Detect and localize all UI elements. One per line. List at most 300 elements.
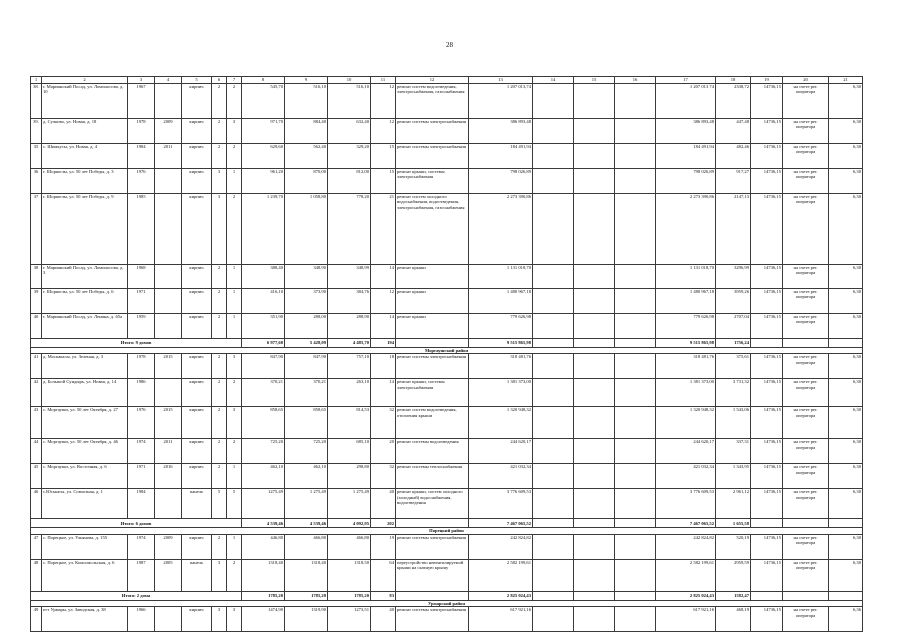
table-cell: 1967 [128, 84, 155, 119]
table-cell: 2 582 199,61 [469, 559, 533, 591]
table-cell: 14736,15 [751, 354, 783, 379]
table-cell: 1 [227, 464, 242, 489]
total-cell: 1785,20 [242, 591, 285, 600]
table-cell: переустройство невентилируемой крыши на скатную крышу [396, 559, 469, 591]
table-cell: 2338,72 [716, 84, 751, 119]
table-cell: 847,90 [285, 354, 328, 379]
total-label: Итого: 6 домов [31, 519, 242, 528]
table-cell: 32 [371, 407, 396, 439]
table-cell: на счете рег. оператора [783, 119, 829, 144]
table-cell [574, 407, 615, 439]
table-cell: с. Моргауши, ул. 50 лет Октября, д. 46 [42, 439, 128, 464]
table-cell: 20 [371, 439, 396, 464]
table-cell: 6,30 [829, 464, 863, 489]
table-cell: 1275,49 [242, 489, 285, 519]
table-cell: 1985 [128, 194, 155, 265]
table-cell: 6,30 [829, 314, 863, 339]
total-cell: 1785,20 [285, 591, 328, 600]
table-cell: 14 [371, 379, 396, 407]
district-name: Моргаушский район [31, 348, 863, 354]
total-cell: 1 655,58 [716, 519, 751, 528]
table-cell: 288,00 [285, 314, 328, 339]
table-cell: ремонт систем водоотведения, отопления крыши [396, 407, 469, 439]
table-cell: 318 481,76 [656, 354, 716, 379]
table-cell [574, 194, 615, 265]
table-cell: 40 [31, 314, 42, 339]
total-cell [751, 339, 783, 348]
table-cell: 1 207 013 74 [656, 84, 716, 119]
table-cell: 14736,15 [751, 314, 783, 339]
column-number-cell: 15 [574, 77, 615, 84]
table-cell: кирпич [182, 354, 212, 379]
table-cell: 2 [227, 194, 242, 265]
table-row [31, 265, 863, 289]
table-cell: 1971 [128, 289, 155, 314]
table-cell: 1 058,80 [285, 194, 328, 265]
table-cell: 2 [227, 439, 242, 464]
table-cell: 1 480 967,18 [656, 289, 716, 314]
table-cell [615, 265, 656, 289]
total-cell: 202 [371, 519, 396, 528]
table-cell: 2015 [155, 354, 182, 379]
table-cell: 384,76 [328, 289, 371, 314]
table-cell [533, 169, 574, 194]
column-number-cell: 9 [285, 77, 328, 84]
table-cell [574, 464, 615, 489]
header-row [31, 77, 863, 84]
table-cell: кирпич [182, 194, 212, 265]
total-cell: 83 [371, 591, 396, 600]
table-cell: 2 [227, 84, 242, 119]
column-number-cell: 3 [128, 77, 155, 84]
table-cell: 466,80 [285, 534, 328, 559]
table-cell: 1318,50 [328, 559, 371, 591]
table-cell: 242 824,82 [656, 534, 716, 559]
table-row [31, 119, 863, 144]
table-cell: 5 [212, 489, 227, 519]
total-cell [533, 591, 574, 600]
table-cell: 1 275,49 [328, 489, 371, 519]
column-number-cell: 8 [242, 77, 285, 84]
table-cell: 1 320 948,32 [469, 407, 533, 439]
table-cell: кирпич [182, 314, 212, 339]
table-cell: на счете рег. оператора [783, 314, 829, 339]
table-cell: 2009 [155, 534, 182, 559]
table-cell: 3296,99 [716, 265, 751, 289]
table-cell: 288,90 [328, 314, 371, 339]
table-cell: 6,30 [829, 407, 863, 439]
total-cell [615, 591, 656, 600]
table-cell: 1273,51 [328, 607, 371, 632]
table-cell: 2 [212, 119, 227, 144]
table-cell: ремонт крыши [396, 289, 469, 314]
table-row [31, 464, 863, 489]
total-cell: 7 467 065,52 [656, 519, 716, 528]
table-cell [574, 379, 615, 407]
table-cell: 12 [371, 84, 396, 119]
table-cell: 2 [227, 144, 242, 169]
table-cell: 2015 [155, 407, 182, 439]
table-row [31, 534, 863, 559]
table-cell: панель [182, 489, 212, 519]
table-cell: на счете рег. оператора [783, 559, 829, 591]
table-cell: 446,80 [242, 534, 285, 559]
table-cell: 725,20 [242, 439, 285, 464]
table-cell: 244 620,17 [469, 439, 533, 464]
table-cell: 45 [31, 464, 42, 489]
table-cell [155, 84, 182, 119]
table-cell: 1971 [128, 464, 155, 489]
table-cell [533, 464, 574, 489]
table-cell: кирпич [182, 265, 212, 289]
table-cell: с. Порецкое, ул. Ульянова, д. 155 [42, 534, 128, 559]
district-name: Урмарский район [31, 600, 863, 606]
table-cell: 812,00 [328, 169, 371, 194]
table-cell: 14736,15 [751, 534, 783, 559]
table-cell: 1 381 373,00 [469, 379, 533, 407]
table-cell [533, 84, 574, 119]
total-cell: 5 428,09 [285, 339, 328, 348]
table-cell: 1 [227, 314, 242, 339]
table-cell [574, 289, 615, 314]
table-cell: 416,10 [242, 289, 285, 314]
table-cell: 14736,15 [751, 559, 783, 591]
table-cell [574, 265, 615, 289]
total-cell: 2 825 024,43 [656, 591, 716, 600]
table-cell [155, 314, 182, 339]
table-row [31, 144, 863, 169]
table-cell: 1 381 373,00 [656, 379, 716, 407]
table-row [31, 607, 863, 632]
table-cell: кирпич [182, 407, 212, 439]
table-cell: 1 543,06 [716, 407, 751, 439]
table-row [31, 194, 863, 265]
table-cell: 3 [212, 607, 227, 632]
table-cell: 482,46 [716, 144, 751, 169]
table-cell: с. Моргауши, ул. Восточная, д. 6 [42, 464, 128, 489]
total-cell [574, 519, 615, 528]
table-cell: 32 [371, 464, 396, 489]
table-cell: 35 [31, 144, 42, 169]
table-cell: 18 [371, 354, 396, 379]
table-cell: кирпич [182, 379, 212, 407]
table-cell: 2707,04 [716, 314, 751, 339]
table-cell: д. Москакасы, ул. Зеленая, д. 3 [42, 354, 128, 379]
table-cell: на счете рег. оператора [783, 289, 829, 314]
table-cell: 329,20 [328, 144, 371, 169]
column-number-cell: 4 [155, 77, 182, 84]
table-cell [533, 144, 574, 169]
table-cell: г. Шоршелы, ул. 50 лет Победы, д. 6 [42, 289, 128, 314]
table-cell: 516,10 [285, 84, 328, 119]
column-number-cell: 16 [615, 77, 656, 84]
table-cell: 2 273 390,86 [469, 194, 533, 265]
total-cell [533, 519, 574, 528]
table-cell: 12 [371, 119, 396, 144]
table-cell: 1976 [128, 169, 155, 194]
table-cell: 1 131 018,70 [656, 265, 716, 289]
table-cell [615, 194, 656, 265]
table-cell: 3 776 609,53 [469, 489, 533, 519]
table-cell: ремонт систем водоотведения, электроснабжения, газоснабжения [396, 84, 469, 119]
table-cell: на счете рег. оператора [783, 439, 829, 464]
table-cell: кирпич [182, 144, 212, 169]
table-cell: 779 626,98 [469, 314, 533, 339]
table-cell: 1974 [128, 439, 155, 464]
column-number-cell: 11 [371, 77, 396, 84]
table-cell: 520,19 [716, 534, 751, 559]
table-cell: 2147,13 [716, 194, 751, 265]
table-cell: 1974 [128, 534, 155, 559]
total-cell: 4 092,95 [328, 519, 371, 528]
table-cell: 632,40 [328, 119, 371, 144]
table-cell: 2009 [155, 119, 182, 144]
table-cell: 386 893,48 [656, 119, 716, 144]
table-cell: на счете рег. оператора [783, 489, 829, 519]
table-cell [574, 314, 615, 339]
table-cell [155, 607, 182, 632]
table-cell: ремонт крыши, систем холодного (холодный) водоснабжения, водоотведения [396, 489, 469, 519]
table-cell: 19 [371, 534, 396, 559]
table-cell: кирпич [182, 289, 212, 314]
district-name: Порецкий район [31, 528, 863, 534]
table-cell [615, 169, 656, 194]
table-cell [533, 265, 574, 289]
table-cell: 370,21 [242, 379, 285, 407]
table-cell: 725,20 [285, 439, 328, 464]
table-cell: 48 [31, 559, 42, 591]
table-cell: 1976 [128, 407, 155, 439]
total-cell [783, 591, 829, 600]
table-cell: 1984 [128, 489, 155, 519]
table-cell: на счете рег. оператора [783, 265, 829, 289]
table-cell: ремонт систем холодного водоснабжения, водоотведения, электроснабжения, газоснабжения [396, 194, 469, 265]
total-cell [396, 519, 469, 528]
table-cell: 244 620,17 [656, 439, 716, 464]
table-cell: 14736,15 [751, 169, 783, 194]
table-cell: 447,48 [716, 119, 751, 144]
table-row [31, 379, 863, 407]
table-cell: ремонт системы электроснабжения [396, 354, 469, 379]
table-cell: с.Юськасы, ул. Совхозная, д. 1 [42, 489, 128, 519]
table-cell: 348,99 [328, 265, 371, 289]
table-cell: 14736,15 [751, 119, 783, 144]
table-cell: 41 [31, 354, 42, 379]
table-cell: 421 032,34 [469, 464, 533, 489]
table-cell: кирпич [182, 464, 212, 489]
table-cell: 1959 [128, 314, 155, 339]
table-cell: 5 [227, 489, 242, 519]
table-cell: 1968 [128, 265, 155, 289]
table-cell: 2 [212, 314, 227, 339]
table-cell: ремонт крыши [396, 265, 469, 289]
table-cell: 263,10 [328, 379, 371, 407]
table-cell [615, 84, 656, 119]
table-cell: 629,60 [242, 144, 285, 169]
table-cell: 40 [371, 489, 396, 519]
table-cell: 6,30 [829, 265, 863, 289]
total-cell: 4 539,46 [242, 519, 285, 528]
table-cell: 1 275,49 [285, 489, 328, 519]
table-row [31, 84, 863, 119]
column-number-cell: 17 [656, 77, 716, 84]
table-cell [615, 314, 656, 339]
table-cell: 6,36 [829, 607, 863, 632]
total-cell [783, 519, 829, 528]
table-cell: 779 626,98 [656, 314, 716, 339]
table-cell: 38 [31, 265, 42, 289]
table-cell: 2 582 199,61 [656, 559, 716, 591]
table-cell: 1 343,95 [716, 464, 751, 489]
table-cell: 42 [31, 379, 42, 407]
table-cell: кирпич [182, 169, 212, 194]
table-row [31, 289, 863, 314]
table-cell: 2016 [155, 464, 182, 489]
table-cell [533, 439, 574, 464]
table-cell: с. Шимкусы, ул. Новая, д. 4 [42, 144, 128, 169]
column-number-cell: 5 [182, 77, 212, 84]
total-cell: 194 [371, 339, 396, 348]
table-cell: 3959,26 [716, 289, 751, 314]
table-cell: ремонт системы электроснабжения [396, 144, 469, 169]
total-label: Итого: 9 домов [31, 339, 242, 348]
table-cell: 6,30 [829, 119, 863, 144]
table-cell [615, 559, 656, 591]
column-number-cell: 14 [533, 77, 574, 84]
table-cell [574, 169, 615, 194]
table-cell: 2 [212, 84, 227, 119]
table-cell: на счете рег. оператора [783, 379, 829, 407]
table-cell: 468,19 [716, 607, 751, 632]
table-cell: 2 [212, 534, 227, 559]
table-cell [574, 84, 615, 119]
table-cell: 64 [371, 559, 396, 591]
table-cell: 1987 [128, 559, 155, 591]
table-cell: 6,30 [829, 144, 863, 169]
table-cell: ремонт системы электроснабжения [396, 607, 469, 632]
table-cell: ремонт системы электроснабжения [396, 119, 469, 144]
table-cell: 2 [212, 144, 227, 169]
total-cell: 7 467 065,52 [469, 519, 533, 528]
table-cell: на счете рег. оператора [783, 169, 829, 194]
table-cell: 6,30 [829, 379, 863, 407]
table-cell: ремонт системы теплоснабжения [396, 464, 469, 489]
table-cell [155, 489, 182, 519]
table-cell: 971,70 [242, 119, 285, 144]
table-cell [533, 379, 574, 407]
table-cell: 2 [212, 464, 227, 489]
table-cell: 3 776 609,53 [656, 489, 716, 519]
table-cell: 1 320 948,32 [656, 407, 716, 439]
table-cell [533, 289, 574, 314]
table-cell: 617 921,16 [469, 607, 533, 632]
table-cell: 1966 [128, 607, 155, 632]
table-cell: на счете рег. оператора [783, 84, 829, 119]
table-cell: 1 480 967,18 [469, 289, 533, 314]
table-cell: 462,10 [242, 464, 285, 489]
table-cell: 6,30 [829, 559, 863, 591]
table-cell: г. Мариинский Посад, ул. Ломоносова, д. 10 [42, 84, 128, 119]
table-cell: 1 239,70 [242, 194, 285, 265]
table-cell: 884,40 [285, 119, 328, 144]
table-cell: 49 [31, 607, 42, 632]
table-cell: 2005 [155, 559, 182, 591]
table-row [31, 169, 863, 194]
table-cell [574, 144, 615, 169]
total-cell [533, 339, 574, 348]
table-cell: 421 032,34 [656, 464, 716, 489]
table-cell [574, 119, 615, 144]
table-cell: 36 [31, 169, 42, 194]
column-number-cell: 6 [212, 77, 227, 84]
table-cell [574, 489, 615, 519]
table-cell [615, 439, 656, 464]
column-number-cell: 12 [396, 77, 469, 84]
table-cell: 14736,15 [751, 464, 783, 489]
table-cell [533, 314, 574, 339]
table-cell: 39 [31, 289, 42, 314]
table-cell: 685,10 [328, 439, 371, 464]
table-cell: 3 [212, 559, 227, 591]
table-cell: 242 824,82 [469, 534, 533, 559]
table-cell: 2 [212, 289, 227, 314]
table-cell: панель [182, 559, 212, 591]
table-cell: 462,10 [285, 464, 328, 489]
total-cell [751, 519, 783, 528]
table-cell [533, 489, 574, 519]
table-cell [574, 439, 615, 464]
table-row [31, 559, 863, 591]
table-cell: кирпич [182, 534, 212, 559]
table-cell: 2 [227, 379, 242, 407]
table-cell: 14736,15 [751, 379, 783, 407]
table-cell: 6,30 [829, 489, 863, 519]
table-cell: 870,00 [285, 169, 328, 194]
table-cell [533, 559, 574, 591]
table-row [31, 407, 863, 439]
table-cell: 14736,15 [751, 407, 783, 439]
table-cell: 545,70 [242, 84, 285, 119]
table-row [31, 314, 863, 339]
table-cell: 1 [227, 169, 242, 194]
table-cell: г. Шоршелы, ул. 50 лет Победы, д. 3 [42, 169, 128, 194]
column-number-cell: 1 [31, 77, 42, 84]
total-cell: 4 539,46 [285, 519, 328, 528]
table-cell: 617 921,16 [656, 607, 716, 632]
total-cell: 1582,47 [716, 591, 751, 600]
table-cell: 318 481,76 [469, 354, 533, 379]
table-cell: 6,30 [829, 289, 863, 314]
table-cell: 1978 [128, 119, 155, 144]
table-cell: 12 [371, 289, 396, 314]
table-cell: 6,30 [829, 169, 863, 194]
table-cell: 386 893,48 [469, 119, 533, 144]
table-cell: д. Большой Сундырь, ул. Новая, д. 14 [42, 379, 128, 407]
table-cell: 373,90 [285, 289, 328, 314]
table-cell: 6,30 [829, 354, 863, 379]
table-cell [615, 144, 656, 169]
table-cell [533, 119, 574, 144]
table-cell: кирпич [182, 84, 212, 119]
table-cell [574, 607, 615, 632]
table-cell: 351,90 [242, 314, 285, 339]
table-cell [615, 119, 656, 144]
total-cell [615, 519, 656, 528]
column-number-cell: 21 [829, 77, 863, 84]
table-cell: 917,27 [716, 169, 751, 194]
table-cell: 1318,40 [242, 559, 285, 591]
table-cell: 1474,90 [242, 607, 285, 632]
